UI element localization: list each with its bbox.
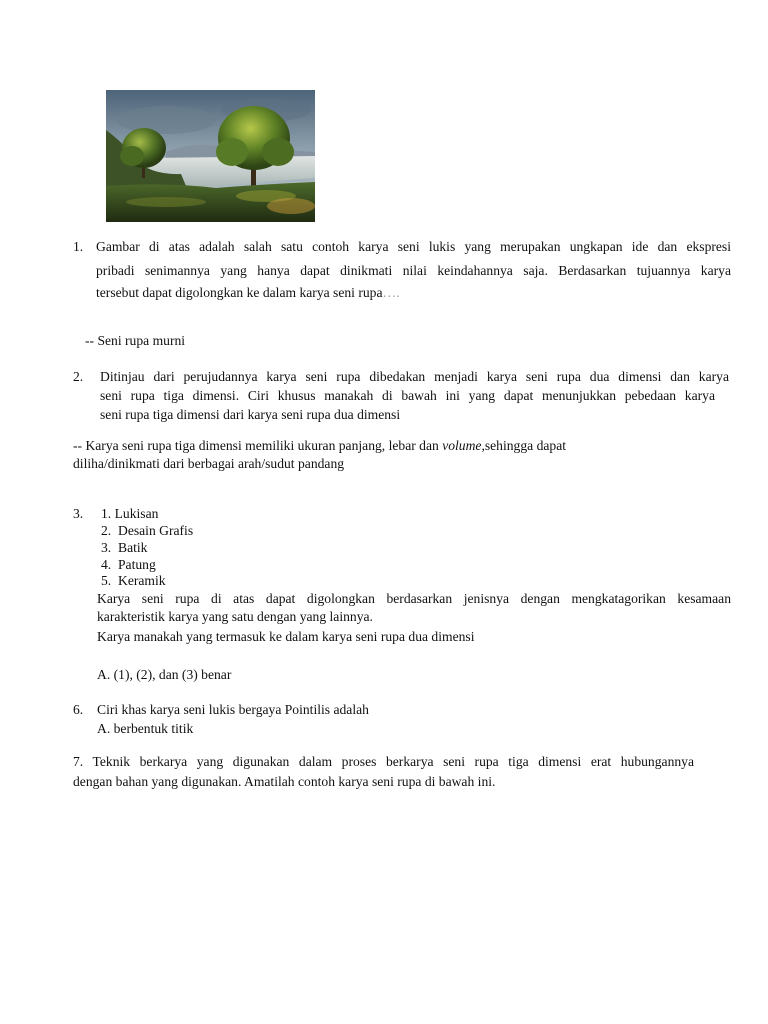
q3-item-1	[101, 505, 158, 523]
q3-item-label: Desain Grafis	[118, 523, 194, 538]
q3-item-5	[101, 572, 166, 590]
q1-line-2: pribadi senimannya yang hanya dapat dinikmati nilai keindahannya saja. Berdasarkan tujuannya karya	[96, 263, 731, 278]
q1-answer: -- Seni rupa murni	[85, 333, 186, 348]
q1-ellipsis: ….	[382, 285, 400, 300]
q3-question: Karya manakah yang termasuk ke dalam karya seni rupa dua dimensi	[97, 629, 475, 644]
q3-item-3	[101, 539, 147, 557]
q7-line-2: dengan bahan yang digunakan. Amatilah contoh karya seni rupa di bawah ini.	[73, 774, 496, 789]
q6-answer: A. berbentuk titik	[97, 721, 194, 736]
q2-answer-line-2: diliha/dinikmati dari berbagai arah/sudut pandang	[73, 456, 345, 471]
q3-text-line-2: karakteristik karya yang satu dengan yang lainnya.	[97, 609, 373, 624]
q3-item-2	[101, 522, 193, 540]
q3-number: 3.	[73, 506, 84, 521]
q2-answer-line-1	[73, 437, 566, 455]
q1-line-3	[96, 284, 400, 302]
q3-item-label: Lukisan	[114, 506, 159, 521]
q6-question: Ciri khas karya seni lukis bergaya Pointilis adalah	[97, 702, 369, 717]
q3-item-label: Keramik	[118, 573, 166, 588]
q3-item-num: 4.	[101, 557, 112, 572]
q3-item-label: Patung	[118, 557, 156, 572]
q2-answer-italic: volume	[442, 438, 482, 453]
q3-item-num: 3.	[101, 540, 112, 555]
q2-line-2: seni rupa tiga dimensi. Ciri khusus manakah di bawah ini yang dapat menunjukkan pebedaan karya	[100, 388, 715, 403]
q7-line-1: 7. Teknik berkarya yang digunakan dalam proses berkarya seni rupa tiga dimensi erat hubungannya	[73, 754, 694, 769]
q3-item-num: 1.	[101, 506, 112, 521]
landscape-painting-image	[106, 90, 315, 222]
q1-line-3-text: tersebut dapat digolongkan ke dalam karya seni rupa	[96, 285, 383, 300]
q2-number: 2.	[73, 369, 84, 384]
q6-number: 6.	[73, 702, 84, 717]
q3-item-label: Batik	[118, 540, 148, 555]
q3-item-num: 2.	[101, 523, 112, 538]
q2-line-1: Ditinjau dari perujudannya karya seni rupa dibedakan menjadi karya seni rupa dua dimensi dan karya	[100, 369, 729, 384]
q1-number: 1.	[73, 239, 84, 254]
q2-answer-suffix: ,sehingga dapat	[481, 438, 567, 453]
q3-text-line-1: Karya seni rupa di atas dapat digolongkan berdasarkan jenisnya dengan mengkatagorikan kesamaan	[97, 591, 731, 606]
q2-answer-prefix: -- Karya seni rupa tiga dimensi memiliki ukuran panjang, lebar dan	[73, 438, 443, 453]
q2-line-3: seni rupa tiga dimensi dari karya seni rupa dua dimensi	[100, 407, 401, 422]
q3-answer: A. (1), (2), dan (3) benar	[97, 667, 232, 682]
q3-item-num: 5.	[101, 573, 112, 588]
q1-line-1: Gambar di atas adalah salah satu contoh karya seni lukis yang merupakan ungkapan ide dan ekspresi	[96, 239, 731, 254]
